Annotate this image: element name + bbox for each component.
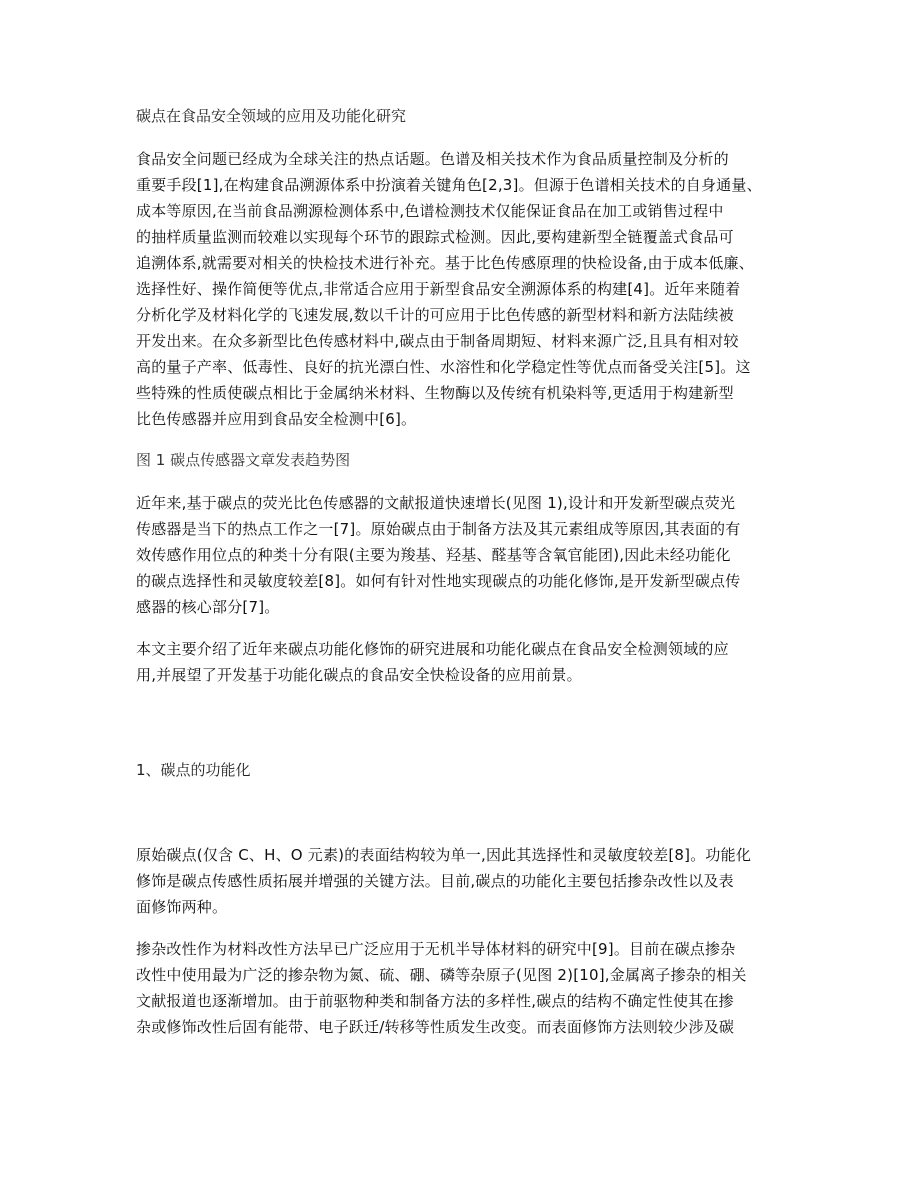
text-line: 原始碳点(仅含 C、H、O 元素)的表面结构较为单一,因此其选择性和灵敏度较差[8]。功能化 — [136, 846, 752, 864]
text-line: 高的量子产率、低毒性、良好的抗光漂白性、水溶性和化学稳定性等优点而备受关注[5]。这 — [136, 358, 751, 376]
text-line: 感器的核心部分[7]。 — [136, 598, 280, 616]
text-line: 近年来,基于碳点的荧光比色传感器的文献报道快速增长(见图 1),设计和开发新型碳点荧光 — [136, 494, 736, 512]
doping-paragraph — [136, 936, 786, 1040]
text-line: 传感器是当下的热点工作之一[7]。原始碳点由于制备方法及其元素组成等原因,其表面的有 — [136, 520, 741, 538]
document-title: 碳点在食品安全领域的应用及功能化研究 — [136, 107, 407, 125]
text-line: 的碳点选择性和灵敏度较差[8]。如何有针对性地实现碳点的功能化修饰,是开发新型碳点传 — [136, 572, 741, 590]
text-line: 成本等原因,在当前食品溯源检测体系中,色谱检测技术仅能保证食品在加工或销售过程中 — [136, 202, 724, 220]
summary-paragraph — [136, 636, 786, 688]
section-heading: 1、碳点的功能化 — [136, 761, 251, 779]
text-line: 追溯体系,就需要对相关的快检技术进行补充。基于比色传感原理的快检设备,由于成本低廉、 — [136, 254, 754, 272]
intro-paragraph — [136, 146, 786, 432]
trend-paragraph — [136, 490, 786, 620]
text-line: 掺杂改性作为材料改性方法早已广泛应用于无机半导体材料的研究中[9]。目前在碳点掺杂 — [136, 940, 736, 958]
text-line: 面修饰两种。 — [136, 898, 228, 916]
text-line: 开发出来。在众多新型比色传感材料中,碳点由于制备周期短、材料来源广泛,且具有相对较 — [136, 332, 739, 350]
text-line: 杂或修饰改性后固有能带、电子跃迁/转移等性质发生改变。而表面修饰方法则较少涉及碳 — [136, 1018, 735, 1036]
text-line: 本文主要介绍了近年来碳点功能化修饰的研究进展和功能化碳点在食品安全检测领域的应 — [136, 640, 729, 658]
text-line: 食品安全问题已经成为全球关注的热点话题。色谱及相关技术作为食品质量控制及分析的 — [136, 150, 729, 168]
text-line: 分析化学及材料化学的飞速发展,数以千计的可应用于比色传感的新型材料和新方法陆续被 — [136, 306, 734, 324]
text-line: 修饰是碳点传感性质拓展并增强的关键方法。目前,碳点的功能化主要包括掺杂改性以及表 — [136, 872, 734, 890]
text-line: 文献报道也逐渐增加。由于前驱物种类和制备方法的多样性,碳点的结构不确定性使其在掺 — [136, 992, 734, 1010]
text-line: 些特殊的性质使碳点相比于金属纳米材料、生物酶以及传统有机染料等,更适用于构建新型 — [136, 384, 734, 402]
text-line: 比色传感器并应用到食品安全检测中[6]。 — [136, 410, 417, 428]
document-page — [136, 104, 786, 1056]
text-line: 的抽样质量监测而较难以实现每个环节的跟踪式检测。因此,要构建新型全链覆盖式食品可 — [136, 228, 734, 246]
text-line: 效传感作用位点的种类十分有限(主要为羧基、羟基、醛基等含氧官能团),因此未经功能化 — [136, 546, 731, 564]
text-line: 改性中使用最为广泛的掺杂物为氮、硫、硼、磷等杂原子(见图 2)[10],金属离子掺杂的相关 — [136, 966, 747, 984]
text-line: 选择性好、操作简便等优点,非常适合应用于新型食品安全溯源体系的构建[4]。近年来随着 — [136, 280, 741, 298]
text-line: 重要手段[1],在构建食品溯源体系中扮演着关键角色[2,3]。但源于色谱相关技术的自身通量、 — [136, 176, 762, 194]
figure-caption: 图 1 碳点传感器文章发表趋势图 — [136, 451, 351, 469]
text-line: 用,并展望了开发基于功能化碳点的食品安全快检设备的应用前景。 — [136, 666, 582, 684]
functionalization-paragraph — [136, 842, 786, 920]
